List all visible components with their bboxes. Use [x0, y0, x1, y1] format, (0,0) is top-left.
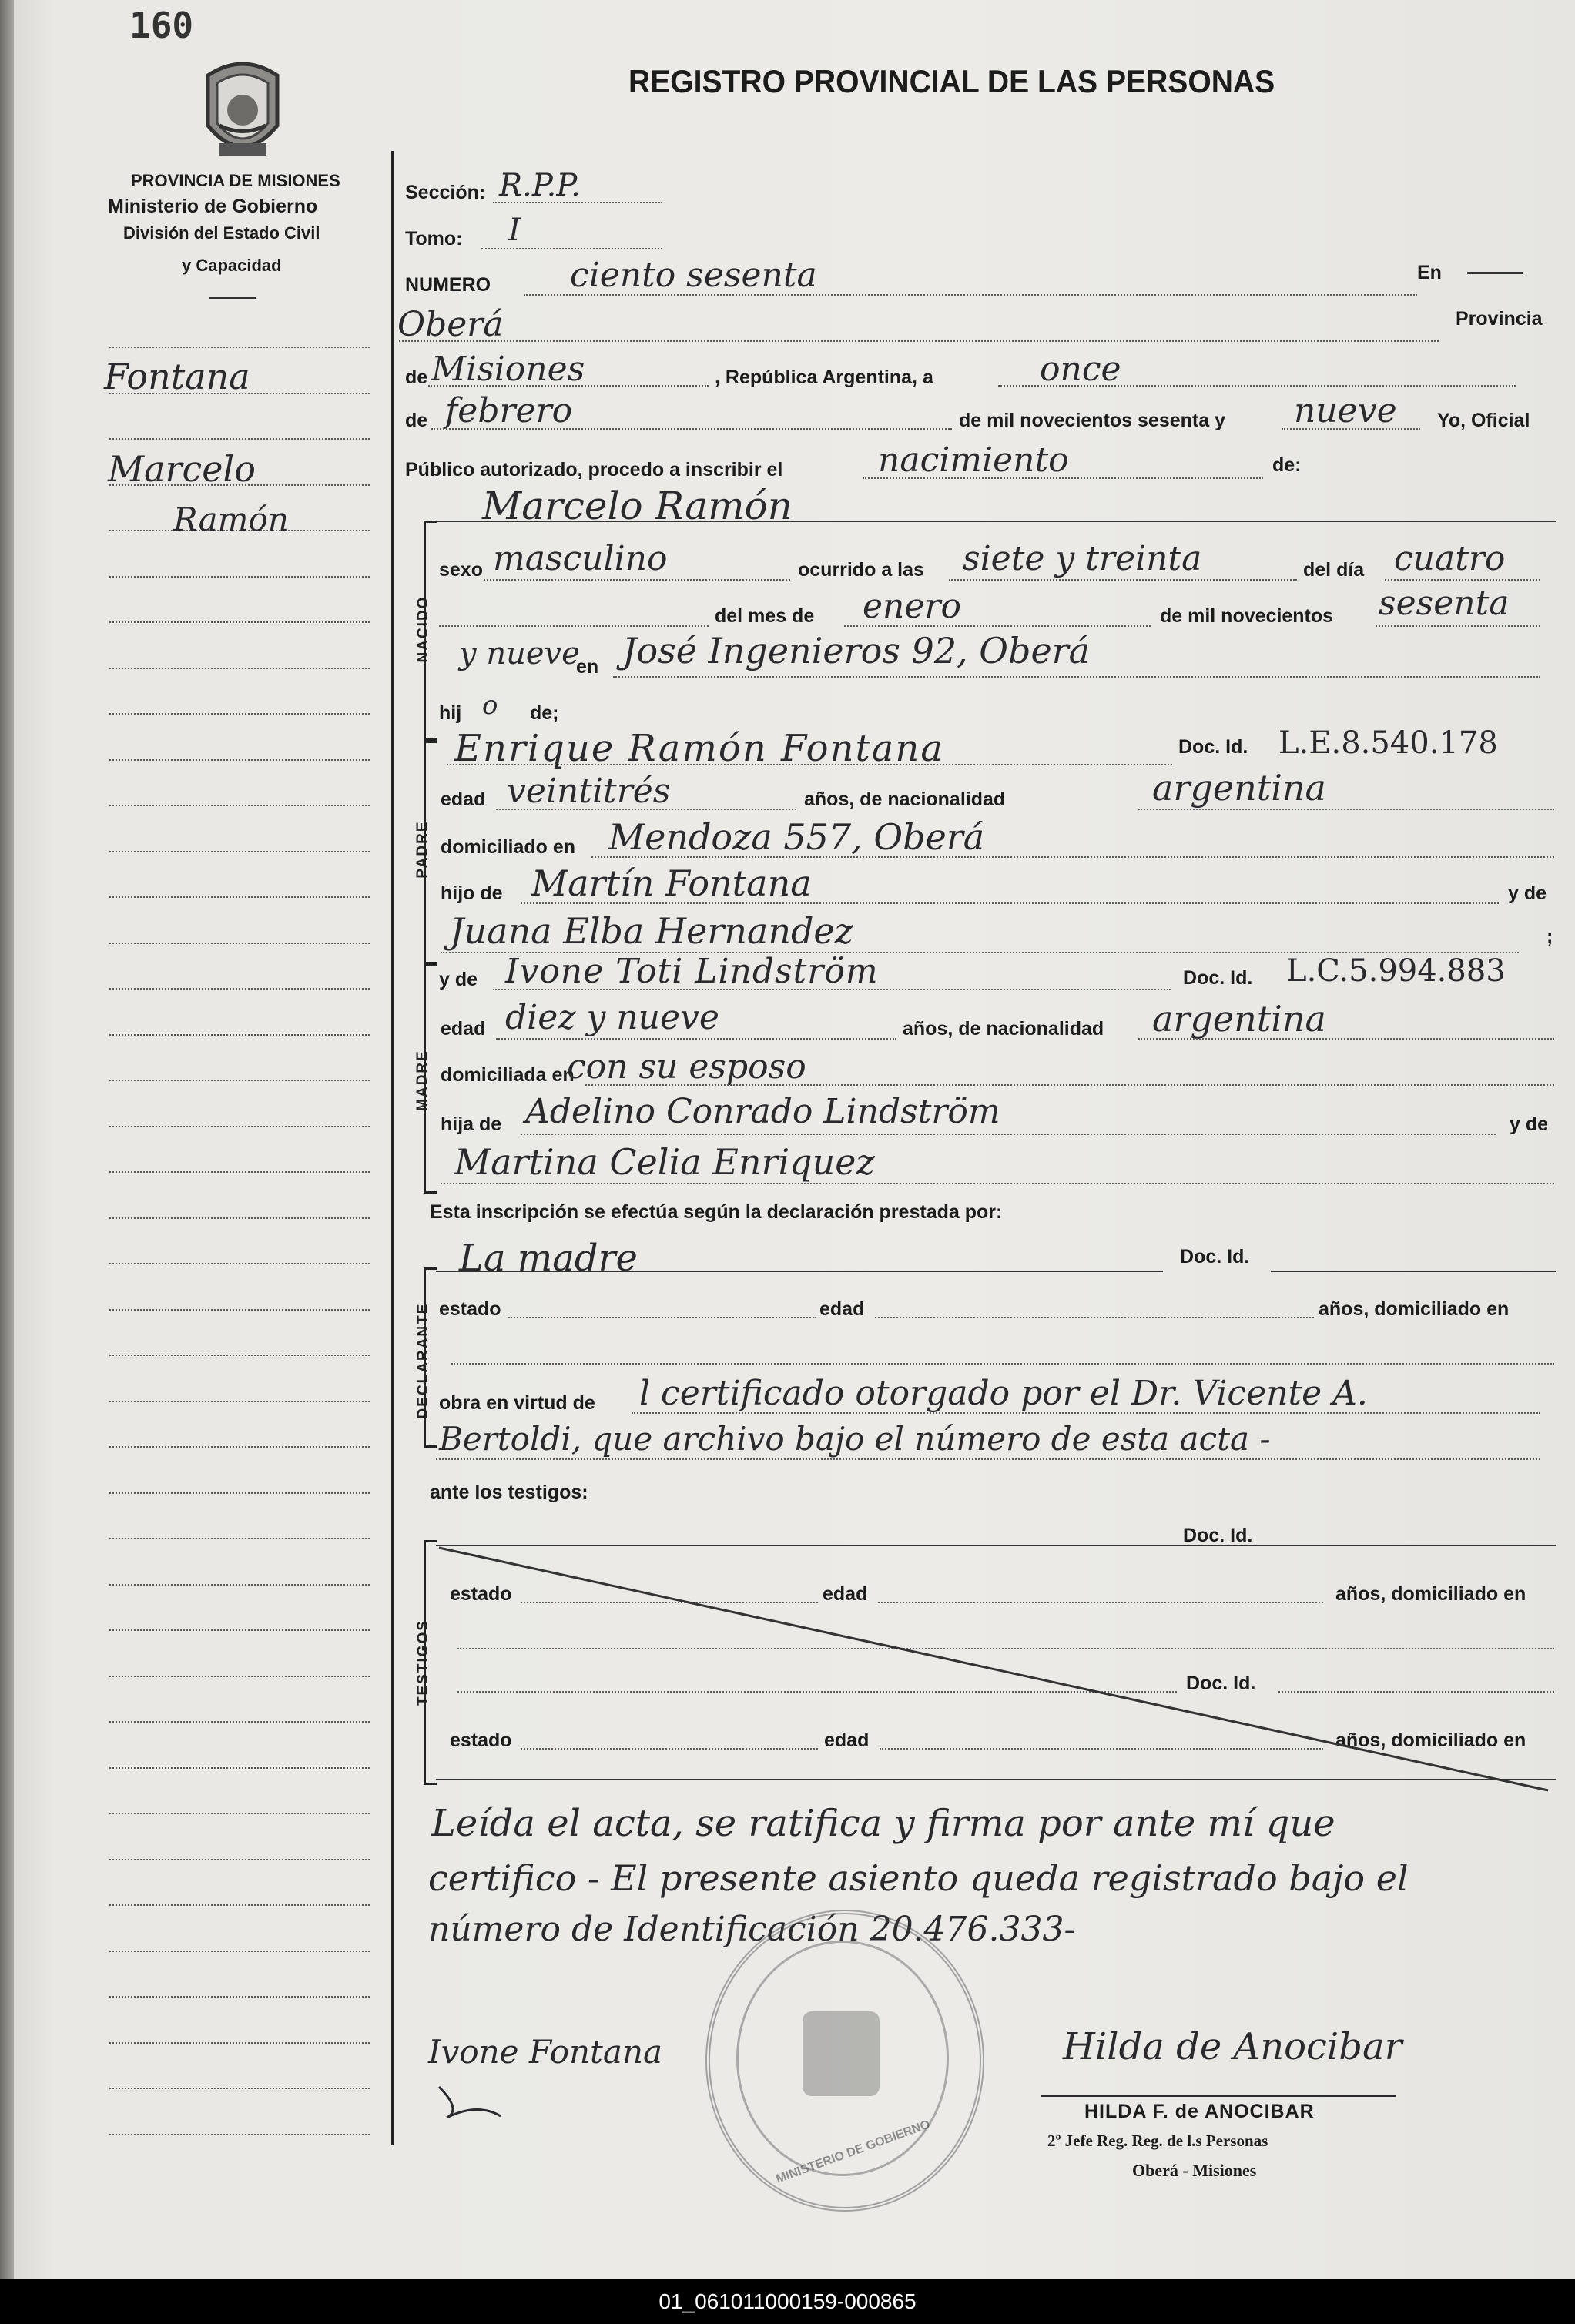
padre-name-line	[447, 764, 1172, 765]
margin-ruled-line	[109, 576, 370, 578]
margin-given-name-1: Marcelo	[108, 448, 256, 490]
year-line	[1282, 428, 1420, 430]
madre-dom-value: con su esposo	[567, 1047, 806, 1087]
obra-label: obra en virtud de	[439, 1392, 595, 1414]
day-line	[998, 385, 1516, 387]
city-line	[399, 340, 1439, 342]
del-dia-label: del día	[1303, 559, 1365, 581]
province-value: Misiones	[431, 350, 585, 389]
lugar-value: José Ingenieros 92, Oberá	[622, 630, 1091, 671]
coat-of-arms-icon	[193, 52, 293, 168]
madre-y-de-label: y de	[439, 969, 478, 990]
right-signature-underline	[1041, 2095, 1396, 2097]
padre-madre-value: Juana Elba Hernandez	[450, 910, 853, 952]
madre-madre-value: Martina Celia Enriquez	[454, 1141, 875, 1183]
hora-value: siete y treinta	[963, 539, 1202, 578]
margin-ruled-line	[109, 1767, 370, 1769]
official-title: 2º Jefe Reg. Reg. de l.s Personas	[1047, 2131, 1268, 2150]
margin-ruled-line	[109, 759, 370, 761]
republica-label: , República Argentina, a	[715, 367, 933, 388]
margin-ruled-line	[109, 1446, 370, 1448]
ocurrido-label: ocurrido a las	[798, 559, 924, 581]
file-caption: 01_061011000159-000865	[0, 2279, 1575, 2324]
page-binding-edge	[0, 0, 14, 2279]
madre-hija-value: Adelino Conrado Lindström	[525, 1092, 1000, 1131]
margin-ruled-line	[109, 851, 370, 852]
margin-ruled-line	[109, 2088, 370, 2089]
year-label: de mil novecientos sesenta y	[959, 410, 1225, 431]
margin-ruled-line	[109, 438, 370, 440]
numero-label: NUMERO	[405, 274, 491, 296]
province-de-label: de	[405, 367, 428, 388]
day-value: once	[1040, 350, 1121, 389]
margin-ruled-line	[109, 1584, 370, 1586]
margin-ruled-line	[109, 621, 370, 623]
padre-y-de-label: y de	[1508, 882, 1547, 904]
tomo-line	[481, 248, 662, 249]
declarante-edad-label: edad	[819, 1298, 865, 1320]
margin-ruled-line	[109, 668, 370, 669]
margin-ruled-line	[109, 1721, 370, 1723]
padre-dom-value: Mendoza 557, Oberá	[608, 816, 985, 858]
margin-ruled-line	[109, 1355, 370, 1356]
nacido-name-value: Marcelo Ramón	[482, 484, 793, 528]
testigo1-doc-label: Doc. Id.	[1183, 1525, 1253, 1546]
seccion-label: Sección:	[405, 182, 486, 203]
act-value: nacimiento	[878, 440, 1069, 480]
madre-doc-label: Doc. Id.	[1183, 967, 1253, 989]
madre-hija-label: hija de	[441, 1113, 502, 1135]
lugar-en-label: en	[576, 656, 599, 678]
official-name: HILDA F. de ANOCIBAR	[1084, 2101, 1315, 2122]
city-value: Oberá	[397, 305, 504, 344]
month-line	[431, 428, 952, 430]
declarante-domicilio-line	[451, 1363, 1554, 1365]
mil-label: de mil novecientos	[1160, 605, 1334, 627]
margin-ruled-line	[109, 988, 370, 990]
margin-ruled-line	[109, 1034, 370, 1036]
month-value: febrero	[445, 391, 573, 430]
hij-label: hij	[439, 702, 462, 724]
padre-doc-value: L.E.8.540.178	[1278, 725, 1498, 761]
act-de-label: de:	[1272, 454, 1302, 476]
testigo2-domicilio-label: años, domiciliado en	[1335, 1730, 1526, 1751]
en-label: En	[1417, 262, 1442, 283]
nacido-name-line	[436, 521, 1556, 522]
madre-hija-line	[521, 1134, 1496, 1135]
obra-value-1: l certificado otorgado por el Dr. Vicente A.	[639, 1374, 1368, 1413]
margin-ruled-line	[109, 1126, 370, 1127]
declarante-domicilio-label: años, domiciliado en	[1319, 1298, 1510, 1320]
agency-line-2: Ministerio de Gobierno	[108, 196, 318, 217]
obra-line-2	[436, 1458, 1540, 1460]
margin-ruled-line	[109, 943, 370, 944]
en-dash	[1467, 272, 1523, 274]
tomo-label: Tomo:	[405, 228, 463, 249]
margin-ruled-line	[109, 2042, 370, 2044]
agency-line-3: División del Estado Civil	[123, 223, 320, 243]
anio-line	[1376, 625, 1540, 627]
madre-doc-value: L.C.5.994.883	[1286, 953, 1506, 989]
page-number: 160	[129, 5, 194, 46]
testigo2-edad-label: edad	[824, 1730, 870, 1751]
province-line	[428, 385, 709, 387]
declaracion-text: Esta inscripción se efectúa según la declaración prestada por:	[430, 1201, 1003, 1223]
seccion-value: R.P.P.	[499, 168, 581, 203]
padre-doc-label: Doc. Id.	[1178, 736, 1248, 758]
madre-section-label: MADRE	[414, 1050, 431, 1111]
madre-edad-line	[496, 1038, 896, 1040]
closing-line-2: certifico - El presente asiento queda registrado bajo el	[428, 1857, 1409, 1899]
official-label: Yo, Oficial	[1437, 410, 1530, 431]
mes-pre-line	[439, 625, 709, 627]
margin-given-name-2: Ramón	[173, 501, 289, 538]
margin-ruled-line	[109, 1492, 370, 1494]
madre-nac-line	[1138, 1038, 1554, 1040]
sexo-label: sexo	[439, 559, 483, 581]
testigo1-edad-label: edad	[823, 1583, 868, 1605]
tomo-value: I	[508, 213, 521, 248]
padre-dom-line	[591, 856, 1554, 858]
padre-edad-value: veintitrés	[507, 772, 671, 811]
sexo-value: masculino	[493, 539, 668, 578]
declarante-section-label: DECLARANTE	[415, 1302, 431, 1419]
obra-line-1	[632, 1412, 1540, 1414]
agency-line-4: y Capacidad	[182, 256, 282, 275]
sexo-line	[484, 579, 790, 581]
madre-nac-value: argentina	[1152, 998, 1326, 1040]
testigos-label: ante los testigos:	[430, 1482, 588, 1503]
testigos-section-label: TESTIGOS	[415, 1619, 431, 1706]
hij-value: o	[482, 690, 498, 721]
declarante-estado-label: estado	[439, 1298, 501, 1320]
margin-ruled-line	[109, 1904, 370, 1906]
margin-ruled-line	[109, 1309, 370, 1311]
left-signature-flourish	[431, 2079, 539, 2125]
margin-surname: Fontana	[104, 356, 250, 397]
anio-value-1: sesenta	[1379, 584, 1510, 623]
del-mes-label: del mes de	[715, 605, 815, 627]
year-value: nueve	[1294, 391, 1397, 430]
padre-nac-label: años, de nacionalidad	[804, 789, 1006, 810]
margin-ruled-line	[109, 1263, 370, 1264]
padre-hijo-label: hijo de	[441, 882, 503, 904]
madre-y-de2-label: y de	[1510, 1113, 1549, 1135]
madre-name-line	[493, 989, 1171, 990]
closing-line-3: número de Identificación 20.476.333-	[428, 1910, 1076, 1949]
right-signature: Hilda de Anocibar	[1063, 2025, 1402, 2068]
testigo1-estado-label: estado	[450, 1583, 512, 1605]
margin-ruled-line	[109, 1401, 370, 1402]
madre-edad-value: diez y nueve	[505, 998, 719, 1037]
padre-edad-label: edad	[441, 789, 486, 810]
declarante-edad-line	[875, 1317, 1314, 1318]
official-place: Oberá - Misiones	[1132, 2161, 1257, 2180]
obra-value-2: Bertoldi, que archivo bajo el número de esta acta -	[439, 1420, 1271, 1458]
margin-ruled-line	[109, 1171, 370, 1173]
mes-value: enero	[863, 587, 961, 626]
madre-nac-label: años, de nacionalidad	[903, 1018, 1104, 1040]
margin-ruled-line	[109, 1859, 370, 1860]
margin-ruled-line	[109, 1951, 370, 1952]
declarante-name-value: La madre	[459, 1237, 638, 1280]
month-de-label: de	[405, 410, 428, 431]
declarante-name-line	[436, 1271, 1163, 1272]
hij-de-label: de;	[530, 702, 559, 724]
closing-line-1: Leída el acta, se ratifica y firma por ante mí que	[431, 1802, 1335, 1845]
main-divider-line	[391, 151, 394, 2145]
left-signature: Ivone Fontana	[428, 2033, 663, 2071]
madre-dom-line	[585, 1084, 1554, 1086]
hora-line	[949, 579, 1297, 581]
madre-edad-label: edad	[441, 1018, 486, 1040]
declarante-estado-line	[508, 1317, 816, 1318]
testigos-strike-line	[431, 1540, 1563, 1794]
margin-ruled-line	[109, 1080, 370, 1081]
padre-section-label: PADRE	[414, 820, 431, 879]
madre-madre-line	[441, 1183, 1554, 1184]
padre-dom-label: domiciliado en	[441, 836, 576, 858]
margin-ruled-line	[109, 1217, 370, 1219]
act-line	[863, 477, 1263, 479]
madre-name-value: Ivone Toti Lindström	[505, 952, 879, 991]
margin-ruled-line	[109, 1676, 370, 1677]
agency-underline	[209, 297, 256, 299]
margin-ruled-line	[109, 1538, 370, 1539]
margin-ruled-line	[109, 896, 370, 898]
dia-line	[1385, 579, 1540, 581]
padre-nac-line	[1138, 809, 1554, 810]
provincia-label: Provincia	[1456, 308, 1543, 330]
padre-hijo-value: Martín Fontana	[531, 862, 812, 904]
margin-ruled-line	[109, 1629, 370, 1631]
numero-line	[524, 294, 1417, 296]
margin-ruled-line	[109, 1813, 370, 1814]
dia-value: cuatro	[1394, 539, 1506, 578]
margin-ruled-line	[109, 347, 370, 348]
padre-nac-value: argentina	[1152, 767, 1326, 809]
padre-edad-line	[496, 809, 796, 810]
padre-hijo-line	[521, 902, 1499, 904]
anio-value-2: y nueve	[459, 636, 580, 671]
document-title: REGISTRO PROVINCIAL DE LAS PERSONAS	[628, 63, 1275, 99]
testigo2-estado-label: estado	[450, 1730, 512, 1751]
seccion-line	[493, 202, 662, 203]
lugar-line	[613, 676, 1540, 678]
mes-line	[844, 625, 1151, 627]
padre-semicolon: ;	[1547, 926, 1553, 947]
margin-ruled-line	[109, 1996, 370, 1998]
margin-ruled-line	[109, 713, 370, 715]
official-seal	[705, 1910, 984, 2212]
seal-center-emblem	[803, 2011, 880, 2096]
margin-ruled-line	[109, 2134, 370, 2135]
margin-ruled-line	[109, 805, 370, 806]
testigo2-doc-label: Doc. Id.	[1186, 1673, 1256, 1694]
agency-line-1: PROVINCIA DE MISIONES	[131, 171, 340, 190]
declarante-doc-label: Doc. Id.	[1180, 1246, 1250, 1267]
padre-name-value: Enrique Ramón Fontana	[454, 727, 944, 770]
madre-dom-label: domiciliada en	[441, 1064, 575, 1086]
declarante-doc-line	[1271, 1271, 1556, 1272]
testigo1-domicilio-label: años, domiciliado en	[1335, 1583, 1526, 1605]
numero-value: ciento sesenta	[570, 256, 817, 295]
seal-text: MINISTERIO DE GOBIERNO	[774, 2118, 932, 2186]
publico-label: Público autorizado, procedo a inscribir el	[405, 459, 783, 481]
nacido-section-label: NACIDO	[415, 595, 431, 663]
